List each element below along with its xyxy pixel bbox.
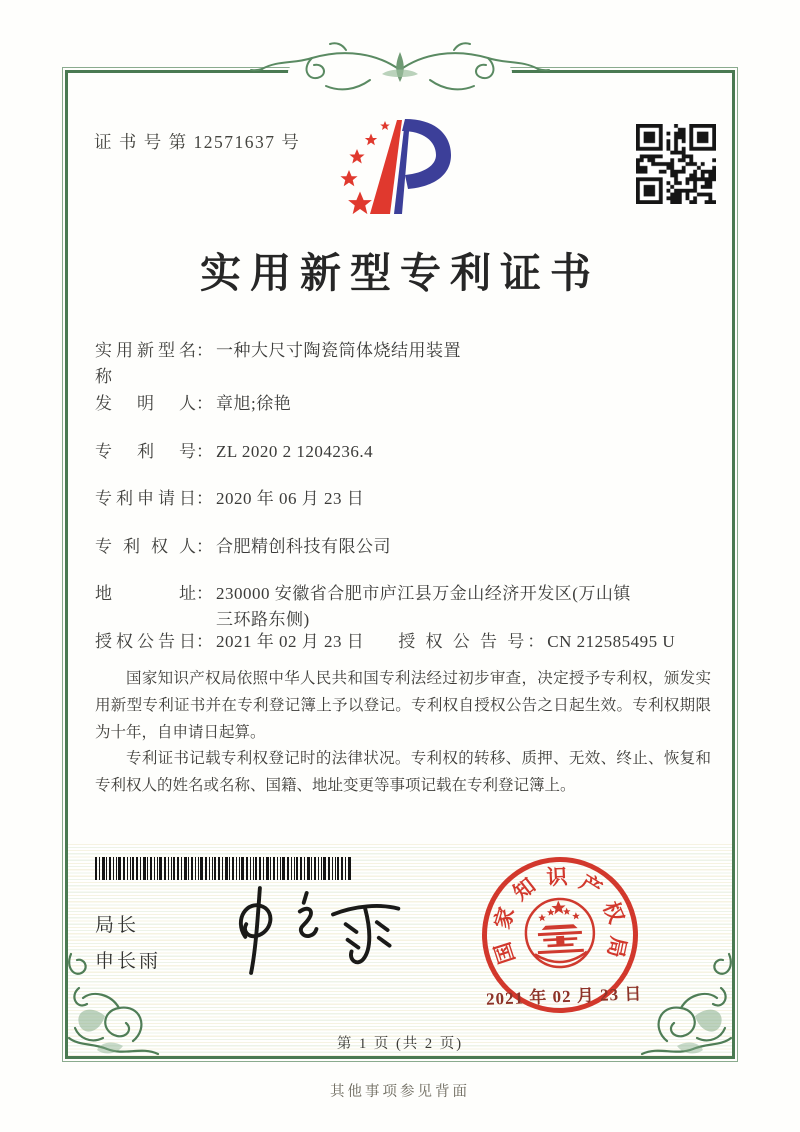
field-value: 2020 年 06 月 23 日 (216, 489, 365, 508)
commissioner-title: 局长 (95, 915, 140, 936)
field-row-filing-date: 专利申请日 ： 2020 年 06 月 23 日 (95, 486, 715, 512)
field-value: 合肥精创科技有限公司 (216, 537, 391, 556)
field-label: 地址 (95, 584, 196, 603)
grant-number-value: CN 212585495 U (547, 632, 676, 651)
field-row-patentee: 专利权人 ： 合肥精创科技有限公司 (95, 534, 715, 560)
field-row-grant-date: 授权公告日 ： 2021 年 02 月 23 日 授 权 公 告 号 ： CN 212585495 U (95, 629, 715, 655)
certificate-number: 证 书 号 第 12571637 号 (94, 132, 301, 152)
legal-paragraph-2: 专利证书记载专利权登记时的法律状况。专利权的转移、质押、无效、终止、恢复和专利权人的姓名或名称、国籍、地址变更等事项记载在专利登记簿上。 (95, 750, 711, 795)
seal-ring-text: 国 家 知 识 产 权 局 (489, 864, 631, 967)
field-label: 实用新型名称 (95, 341, 196, 386)
field-value: ZL 2020 2 1204236.4 (216, 442, 374, 461)
field-row-inventor: 发明人 ： 章旭;徐艳 (95, 391, 715, 417)
field-label: 专利申请日 (95, 489, 196, 508)
back-note: 其他事项参见背面 (330, 1084, 470, 1100)
field-value: 章旭;徐艳 (216, 394, 292, 413)
field-label: 专利号 (95, 442, 196, 461)
field-value: 230000 安徽省合肥市庐江县万金山经济开发区(万山镇三环路东侧) (216, 584, 631, 629)
top-flourish-ornament (250, 36, 550, 106)
field-row-name: 实用新型名称 ： 一种大尺寸陶瓷筒体烧结用装置 (95, 338, 715, 390)
qr-code-icon (636, 124, 716, 204)
field-row-patent-no: 专利号 ： ZL 2020 2 1204236.4 (95, 439, 715, 465)
field-label: 授权公告日 (95, 632, 196, 651)
field-label: 发明人 (95, 394, 196, 413)
cnipa-logo-icon (338, 114, 468, 216)
field-label: 专利权人 (95, 537, 196, 556)
page-indicator: 第 1 页 (共 2 页) (336, 1036, 464, 1052)
legal-paragraph-1: 国家知识产权局依照中华人民共和国专利法经过初步审查，决定授予专利权，颁发实用新型专利证书并在专利登记簿上予以登记。专利权自授权公告之日起生效。专利权期限为十年，自申请日起算。 (95, 670, 711, 741)
grant-number-label: 授 权 公 告 号 (398, 632, 528, 651)
barcode-icon (95, 857, 353, 880)
commissioner-name: 申长雨 (95, 951, 162, 972)
field-value: 一种大尺寸陶瓷筒体烧结用装置 (216, 341, 461, 360)
field-value: 2021 年 02 月 23 日 (216, 632, 365, 651)
signature-icon (216, 880, 411, 982)
certificate-title: 实用新型专利证书 (200, 250, 600, 296)
legal-text (95, 666, 711, 800)
national-emblem-icon (518, 889, 602, 981)
seal-date: 2021 年 02 月 23 日 (485, 984, 643, 1009)
field-row-address: 地址 ： 230000 安徽省合肥市庐江县万金山经济开发区(万山镇三环路东侧) (95, 581, 643, 633)
